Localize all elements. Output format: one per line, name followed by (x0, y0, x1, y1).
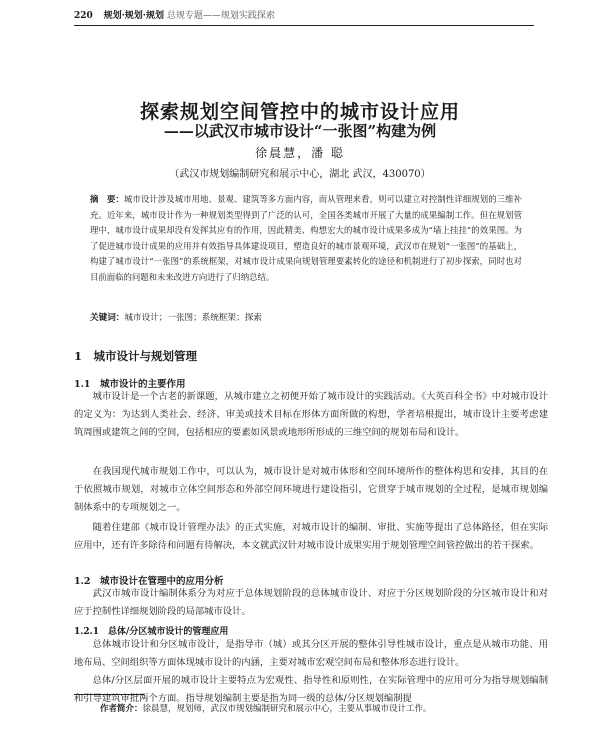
author-footnote (100, 702, 560, 714)
paragraph: 总体城市设计和分区城市设计，是指导市（城）或其分区开展的整体引导性城市设计，重点是从城市功能、用地布局、空间组织等方面体现城市设计的内涵，主要对城市宏观空间布局和整体形态进行设计。 (74, 639, 548, 668)
author-affiliation: （武汉市规划编制研究和展示中心，湖北 武汉，430070） (169, 169, 431, 180)
paragraph: 武汉市城市设计编制体系分为对应于总体规划阶段的总体城市设计、对应于分区规划阶段的分区城市设计和对应于控制性详细规划阶段的局部城市设计。 (74, 588, 548, 617)
footnote-text: 徐晨慧，规划师，武汉市规划编制研究和展示中心，主要从事城市设计工作。 (142, 704, 432, 714)
abstract-text: 城市设计涉及城市用地、景观、建筑等多方面内容，而从管理来看，则可以建立对控制性详细规划的三维补充。近年来，城市设计作为一种规划类型得到了广泛的认可，全国各类城市开展了大量的成果编制工作。但在规划管理中，城市设计成果却没有发挥其应有的作用，因此精美、构想宏大的城市设计成果多成为“墙上挂挂”的效果图。为了促进城市设计成果的应用并有效指导具体建设项目，塑造良好的城市景观环境，武汉市在规划“一张图”的基础上，构建了城市设计“一张图”的系统框架，对城市设计成果向规划管理要素转化的途径和机制进行了初步探索，同时也对目前面临的问题和未来改进方向进行了归纳总结。 (90, 194, 522, 282)
keywords-text: 城市设计；一张图；系统框架；探索 (124, 313, 262, 323)
keywords (90, 311, 522, 323)
paragraph: 在我国现代城市规划工作中，可以认为，城市设计是对城市体形和空间环境所作的整体构思和安排，其目的在于依照城市规划，对城市立体空间形态和外部空间环境进行建设指引，它贯穿于城市规划的全过程，是城市规划编制体系中的专项规划之一。 (74, 466, 548, 513)
page-number: 220 (74, 11, 93, 21)
article-title: 探索规划空间管控中的城市设计应用 (139, 100, 460, 123)
subsection-heading: 1.2 城市设计在管理中的应用分析 (74, 576, 224, 587)
subsection-heading: 1.1 城市设计的主要作用 (74, 379, 186, 390)
subsubsection-heading: 1.2.1 总体/分区城市设计的管理应用 (74, 627, 229, 637)
section-heading: 1 城市设计与规划管理 (74, 349, 198, 363)
keywords-label: 关键词： (90, 313, 125, 323)
journal-name: 规划·规划·规划 (103, 11, 164, 21)
paragraph: 总体/分区层面开展的城市设计主要特点为宏观性、指导性和原则性，在实际管理中的应用可分为指导规划编制和引导建筑审批两个方面。指导规划编制主要是指为同一级的总体/分区规划编制提 (74, 675, 548, 704)
article-authors: 徐晨慧，潘 聪 (255, 146, 345, 160)
abstract (90, 192, 522, 286)
abstract-label: 摘 要： (90, 194, 124, 204)
column-name: 总规专题——规划实践探索 (166, 11, 275, 21)
header-rule (74, 25, 534, 26)
footnote-label: 作者简介： (100, 704, 143, 714)
paragraph: 城市设计是一个古老的新课题，从城市建立之初便开始了城市设计的实践活动。《大英百科全书》中对城市设计的定义为：为达到人类社会、经济、审美或技术目标在形体方面所做的构想，学者培根提出，城市设计主要考虑建筑周围或建筑之间的空间，包括相应的要素如风景或地形所形成的三维空间的规划布局和设计。 (74, 391, 548, 438)
paragraph: 随着住建部《城市设计管理办法》的正式实施，对城市设计的编制、审批、实施等提出了总体路径，但在实际应用中，还有许多除待和问题有待解决，本文就武汉针对城市设计成果实用于规划管理空间管控做出的若干探索。 (74, 522, 548, 551)
footnote-rule (74, 694, 144, 695)
article-subtitle: ——以武汉市城市设计“一张图”构建为例 (163, 122, 437, 141)
running-header (74, 8, 574, 24)
